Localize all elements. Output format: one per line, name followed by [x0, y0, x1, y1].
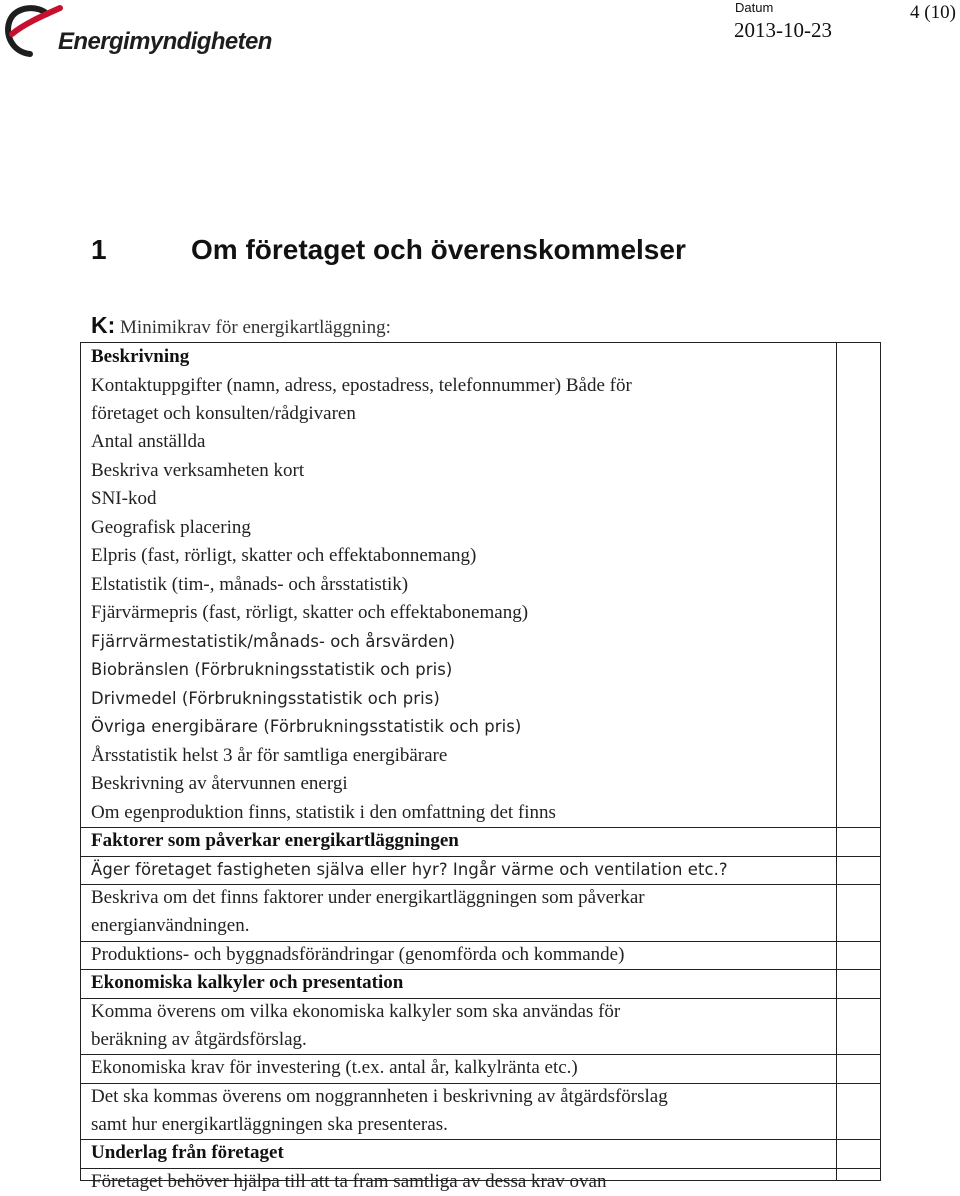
requirement-text: Övriga energibärare (Förbrukningsstatistik och pris): [91, 713, 521, 741]
section-heading: [91, 234, 686, 266]
check-cell[interactable]: [836, 571, 881, 600]
requirement-text: Fjärvärmepris (fast, rörligt, skatter och effektabonemang): [91, 599, 528, 627]
section-number: 1: [91, 234, 191, 266]
table-row: [81, 713, 836, 742]
requirement-text: energianvändningen.: [91, 912, 249, 940]
requirement-text: Fjärrvärmestatistik/månads- och årsvärden): [91, 628, 455, 656]
check-cell[interactable]: [836, 514, 881, 543]
table-row: [81, 1054, 836, 1084]
requirement-text: Beskriva om det finns faktorer under energikartläggningen som påverkar: [91, 884, 645, 912]
requirement-text: Biobränslen (Förbrukningsstatistik och pris): [91, 656, 452, 684]
requirements-subtitle: [91, 312, 391, 339]
table-row: [81, 457, 836, 486]
table-row: [81, 1083, 836, 1141]
check-cell[interactable]: [836, 685, 881, 714]
check-cell[interactable]: [836, 998, 881, 1056]
table-row: [81, 770, 836, 799]
date-label: Datum: [735, 0, 773, 15]
requirement-text: Företaget behöver hjälpa till att ta fram samtliga av dessa krav ovan: [91, 1168, 606, 1196]
check-cell[interactable]: [836, 485, 881, 514]
requirements-table: [80, 342, 881, 1181]
section-title: Om företaget och överenskommelser: [191, 234, 686, 265]
requirement-text: Äger företaget fastigheten själva eller hyr? Ingår värme och ventilation etc.?: [91, 856, 728, 884]
requirement-text: Geografisk placering: [91, 514, 251, 542]
requirement-text: Om egenproduktion finns, statistik i den omfattning det finns: [91, 799, 556, 827]
check-cell[interactable]: [836, 542, 881, 571]
requirement-text: Årsstatistik helst 3 år för samtliga energibärare: [91, 742, 447, 770]
table-row: [81, 514, 836, 543]
check-cell[interactable]: [836, 770, 881, 799]
requirement-text: Beskriva verksamheten kort: [91, 457, 304, 485]
group-header-row: [81, 827, 836, 857]
check-cell[interactable]: [836, 656, 881, 685]
requirement-text: Komma överens om vilka ekonomiska kalkyler som ska användas för: [91, 998, 620, 1026]
table-row: [81, 428, 836, 457]
table-row: [81, 542, 836, 571]
check-cell[interactable]: [836, 628, 881, 657]
table-row: [81, 485, 836, 514]
table-row: [81, 685, 836, 714]
check-cell[interactable]: [836, 969, 881, 999]
table-row: [81, 998, 836, 1056]
check-cell[interactable]: [836, 827, 881, 857]
check-cell[interactable]: [836, 1139, 881, 1169]
subtitle-letter: K:: [91, 312, 115, 338]
check-cell[interactable]: [836, 941, 881, 971]
requirement-text: SNI-kod: [91, 485, 156, 513]
check-cell[interactable]: [836, 856, 881, 886]
table-row: [81, 856, 836, 886]
date-value: 2013-10-23: [734, 18, 832, 43]
requirement-text: företaget och konsulten/rådgivaren: [91, 400, 356, 428]
check-cell[interactable]: [836, 343, 881, 372]
group-title: Ekonomiska kalkyler och presentation: [91, 969, 403, 997]
group-header-row: [81, 1139, 836, 1169]
check-cell[interactable]: [836, 1083, 881, 1141]
check-cell[interactable]: [836, 372, 881, 429]
requirement-text: Ekonomiska krav för investering (t.ex. antal år, kalkylränta etc.): [91, 1054, 578, 1082]
check-cell[interactable]: [836, 1168, 881, 1196]
table-row: [81, 656, 836, 685]
check-cell[interactable]: [836, 713, 881, 742]
logo-text: Energimyndigheten: [58, 28, 272, 56]
check-cell[interactable]: [836, 1054, 881, 1084]
requirement-text: Kontaktuppgifter (namn, adress, epostadress, telefonnummer) Både för: [91, 372, 632, 400]
subtitle-text: Minimikrav för energikartläggning:: [120, 317, 391, 338]
requirement-text: samt hur energikartläggningen ska presenteras.: [91, 1111, 448, 1139]
table-row: [81, 1168, 836, 1196]
logo-mark-icon: [4, 4, 64, 60]
check-cell[interactable]: [836, 884, 881, 942]
group-title: Underlag från företaget: [91, 1139, 284, 1167]
table-row: [81, 941, 836, 971]
table-row: [81, 599, 836, 628]
table-row: [81, 372, 836, 429]
check-cell[interactable]: [836, 428, 881, 457]
group-header-row: [81, 969, 836, 999]
requirement-text: beräkning av åtgärdsförslag.: [91, 1026, 307, 1054]
requirement-text: Drivmedel (Förbrukningsstatistik och pris): [91, 685, 440, 713]
requirement-text: Elstatistik (tim-, månads- och årsstatistik): [91, 571, 408, 599]
requirement-text: Elpris (fast, rörligt, skatter och effektabonnemang): [91, 542, 476, 570]
table-row: [81, 742, 836, 771]
requirement-text: Antal anställda: [91, 428, 206, 456]
check-cell[interactable]: [836, 799, 881, 829]
check-cell[interactable]: [836, 742, 881, 771]
requirement-text: Beskrivning av återvunnen energi: [91, 770, 348, 798]
table-row: [81, 884, 836, 942]
check-cell[interactable]: [836, 599, 881, 628]
requirement-text: Produktions- och byggnadsförändringar (genomförda och kommande): [91, 941, 624, 969]
requirement-text: Det ska kommas överens om noggrannheten i beskrivning av åtgärdsförslag: [91, 1083, 668, 1111]
table-row: [81, 628, 836, 657]
table-row: [81, 799, 836, 829]
check-cell[interactable]: [836, 457, 881, 486]
page-number: 4 (10): [910, 2, 956, 24]
group-title: Faktorer som påverkar energikartläggningen: [91, 827, 459, 855]
group-header-row: [81, 343, 836, 372]
table-row: [81, 571, 836, 600]
group-title: Beskrivning: [91, 343, 189, 371]
